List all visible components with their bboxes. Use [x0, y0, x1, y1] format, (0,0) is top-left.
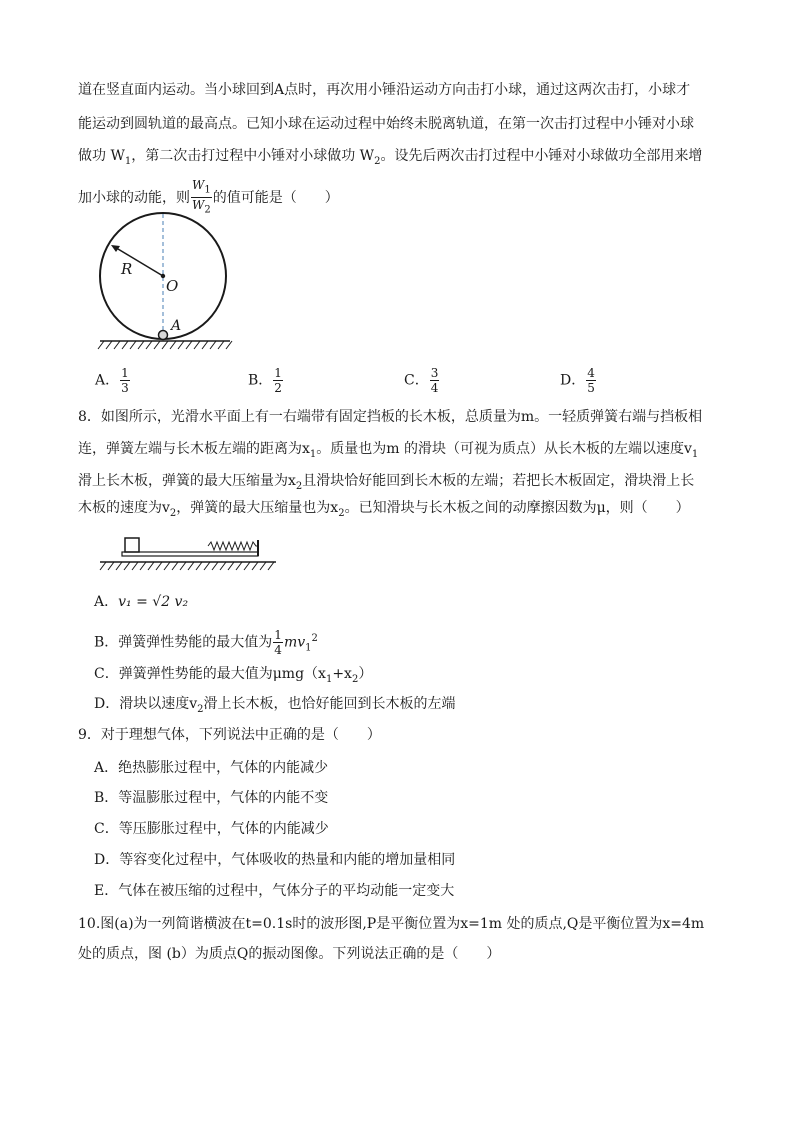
q7-option-b[interactable]: B． $\frac{1}{2}$	[248, 366, 282, 395]
q8-option-a[interactable]: A．v₁ = √2 v₂	[94, 594, 189, 610]
q7-line-2: 能运动到圆轨道的最高点。已知小球在运动过程中始终未脱离轨道，在第一次击打过程中小锤对小球	[78, 116, 694, 132]
q7-option-a[interactable]: A． $\frac{1}{3}$	[95, 366, 129, 395]
q7-option-d[interactable]: D． $\frac{4}{5}$	[560, 366, 595, 395]
q10-line-1: 10.图(a)为一列简谐横波在t=0.1s时的波形图,P是平衡位置为x=1m 处的质点,Q是平衡位置为x=4m	[78, 916, 705, 932]
q8-line-3: 滑上长木板，弹簧的最大压缩量为$x_2$且滑块恰好能回到长木板的左端；若把长木板固定，滑块滑上长	[78, 473, 695, 492]
label-o: O	[166, 277, 179, 295]
board-spring-figure	[98, 532, 278, 576]
q7-line-3: 做功 $W_1$，第二次击打过程中小锤对小球做功 $W_2$。设先后两次击打过程中小锤对小球做功全部用来增	[78, 148, 703, 167]
label-r: R	[121, 260, 133, 278]
center-point-o	[161, 274, 165, 278]
ground-hatching-2	[100, 562, 274, 570]
ball-at-a	[159, 331, 168, 340]
radius-arrowhead	[111, 245, 120, 252]
ground-hatching	[98, 341, 232, 349]
q8-line-1: 8．如图所示，光滑水平面上有一右端带有固定挡板的长木板，总质量为m。一轻质弹簧右端与挡板相	[78, 409, 703, 425]
w1-over-w2-fraction: $\frac{W_1}{W_2}$	[192, 178, 211, 216]
q7-line-1: 道在竖直面内运动。当小球回到A点时，再次用小锤沿运动方向击打小球，通过这两次击打，小球才	[78, 82, 691, 98]
q9-option-d[interactable]: D．等容变化过程中，气体吸收的热量和内能的增加量相同	[94, 852, 456, 868]
q9-stem: 9．对于理想气体，下列说法中正确的是（ ）	[78, 727, 381, 743]
label-a: A	[171, 318, 182, 334]
q8-option-c[interactable]: C．弹簧弹性势能的最大值为$\mu mg(x_1+x_2)$	[94, 666, 373, 685]
q8-option-d[interactable]: D．滑块以速度$v_2$滑上长木板，也恰好能回到长木板的左端	[94, 696, 456, 715]
slider-block	[125, 538, 139, 552]
q9-option-c[interactable]: C．等压膨胀过程中，气体的内能减少	[94, 821, 329, 837]
q7-option-c[interactable]: C． $\frac{3}{4}$	[404, 366, 439, 395]
q9-option-b[interactable]: B．等温膨胀过程中，气体的内能不变	[94, 790, 329, 806]
spring	[208, 542, 258, 550]
circular-track-figure	[95, 212, 235, 352]
q9-option-a[interactable]: A．绝热膨胀过程中，气体的内能减少	[94, 760, 329, 776]
long-board	[122, 552, 258, 556]
q8-line-4: 木板的速度为$v_2$，弹簧的最大压缩量也为$x_2$。已知滑块与长木板之间的动摩擦因数为μ，则（ ）	[78, 500, 690, 519]
q8-line-2: 连，弹簧左端与长木板左端的距离为$x_1$。质量也为m 的滑块（可视为质点）从长木板的左端以速度$v_1$	[78, 441, 699, 460]
q10-line-2: 处的质点，图 (b）为质点Q的振动图像。下列说法正确的是（ ）	[78, 946, 501, 962]
q9-option-e[interactable]: E．气体在被压缩的过程中，气体分子的平均动能一定变大	[94, 883, 455, 899]
q7-line-4: 加小球的动能，则 $\frac{W_1}{W_2}$ 的值可能是（ ）	[78, 178, 339, 216]
q8-option-b[interactable]: B．弹簧弹性势能的最大值为 $\frac{1}{4}$ $mv_1^2$	[94, 628, 318, 657]
